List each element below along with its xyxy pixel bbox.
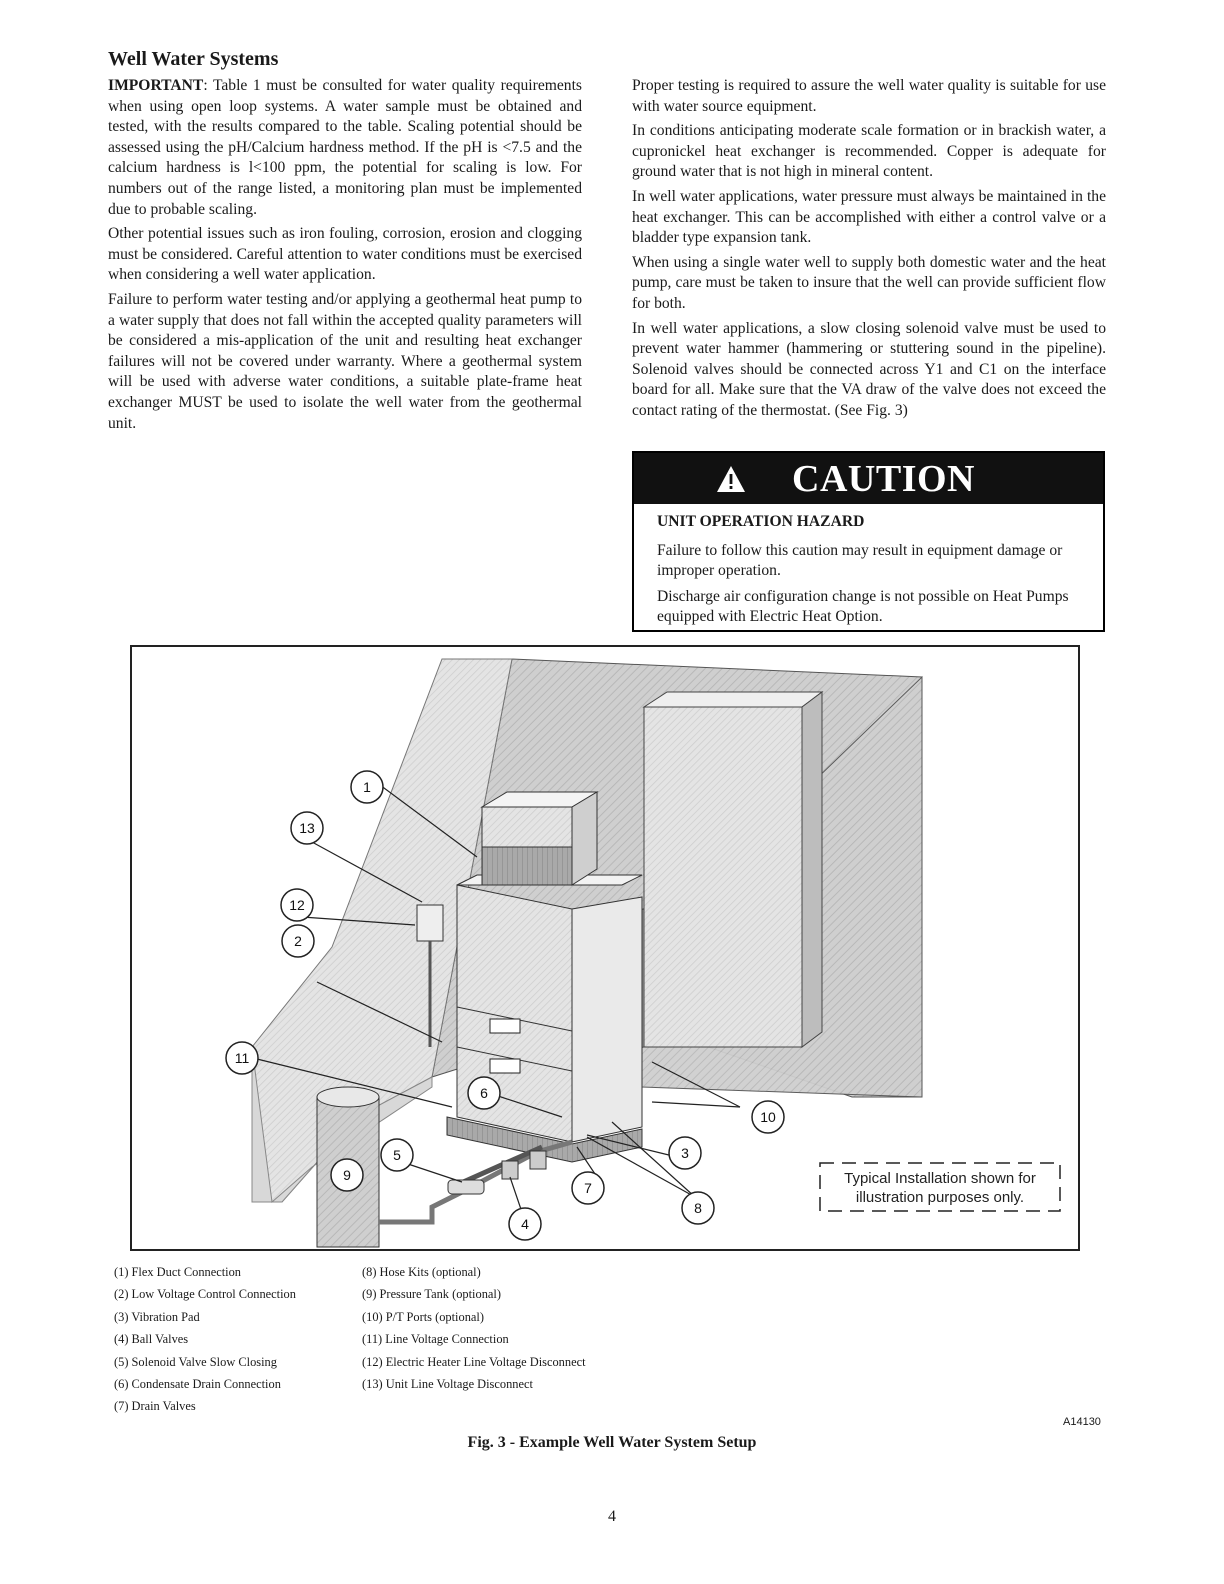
- ball-valve: [502, 1161, 518, 1179]
- figure-caption: Fig. 3 - Example Well Water System Setup: [467, 1434, 757, 1451]
- figure-id: A14130: [1063, 1416, 1101, 1428]
- legend-item: (13) Unit Line Voltage Disconnect: [362, 1377, 533, 1392]
- important-label: IMPORTANT: [108, 77, 204, 94]
- callout-3-label: 3: [681, 1145, 689, 1161]
- solenoid-paragraph: In well water applications, a slow closing solenoid valve must be used to prevent water hammer (hammering or stuttering sound in the pipeline). Solenoid valves should be connected across Y1 and C1 on the interface board for all. Make sure that the VA draw of the valve does not exceed the contact rating of the thermostat. (See Fig. 3): [632, 319, 1106, 419]
- callout-9-label: 9: [343, 1167, 351, 1183]
- callout-4-label: 4: [521, 1216, 529, 1232]
- callout-7-label: 7: [584, 1180, 592, 1196]
- note-line-2: illustration purposes only.: [855, 1189, 1025, 1206]
- callout-5-label: 5: [393, 1147, 401, 1163]
- callout-12-label: 12: [289, 897, 305, 913]
- legend-item: (5) Solenoid Valve Slow Closing: [114, 1354, 277, 1369]
- left-column: [108, 76, 582, 438]
- duct-top: [644, 692, 822, 707]
- vertical-duct: [644, 707, 802, 1047]
- duct-side: [802, 692, 822, 1047]
- caution-box: [632, 451, 1105, 632]
- legend-item: (10) P/T Ports (optional): [362, 1309, 484, 1324]
- access-handle: [490, 1019, 520, 1033]
- callout-13-label: 13: [299, 820, 315, 836]
- right-column: [632, 76, 1106, 426]
- single-well-paragraph: When using a single water well to supply both domestic water and the heat pump, care must be taken to insure that the well can provide sufficient flow for both.: [632, 253, 1106, 312]
- important-text: : Table 1 must be consulted for water quality requirements when using open loop systems. A water sample must be obtained and tested, with the results compared to the table. Scaling potential should be assessed using the pH/Calcium hardness method. If the pH is <7.5 and the calcium hardness is l<100 ppm, the potential for scaling is low. For numbers out of the range listed, a monitoring plan must be implemented due to probable scaling.: [108, 77, 582, 218]
- scale-paragraph: In conditions anticipating moderate scale formation or in brackish water, a cupronickel heat exchanger is recommended. Copper is adequate for ground water that is not high in mineral content.: [632, 122, 1106, 181]
- section-heading: Well Water Systems: [108, 48, 279, 70]
- legend-item: (7) Drain Valves: [114, 1399, 196, 1414]
- testing-paragraph: Proper testing is required to assure the well water quality is suitable for use with water source equipment.: [632, 77, 1106, 115]
- callout-8-label: 8: [694, 1200, 702, 1216]
- callout-6-label: 6: [480, 1085, 488, 1101]
- installation-figure: [130, 645, 1080, 1251]
- legend-item: (2) Low Voltage Control Connection: [114, 1287, 296, 1302]
- legend-column-1: [114, 1261, 296, 1418]
- legend-item: (4) Ball Valves: [114, 1332, 189, 1347]
- access-handle: [490, 1059, 520, 1073]
- callout-1-label: 1: [363, 779, 371, 795]
- pressure-paragraph: In well water applications, water pressure must always be maintained in the heat exchanger. This can be accomplished with either a control valve or a bladder type expansion tank.: [632, 187, 1106, 247]
- callout-10-label: 10: [760, 1109, 776, 1125]
- caution-text-1: Failure to follow this caution may result in equipment damage or improper operation.: [657, 541, 1063, 580]
- legend-item: (9) Pressure Tank (optional): [362, 1287, 501, 1302]
- callout-2-label: 2: [294, 933, 302, 949]
- installation-illustration: [132, 647, 1078, 1249]
- other-issues-paragraph: Other potential issues such as iron fouling, corrosion, erosion and clogging must be considered. Careful attention to water conditions must be exercised when considering a well water application.: [108, 225, 582, 284]
- warranty-paragraph: Failure to perform water testing and/or applying a geothermal heat pump to a water supply that does not fall within the accepted quality parameters will be considered a mis-application of the unit and resulting heat exchanger failures will not be covered under warranty. Where a geothermal system will be used with adverse water conditions, a suitable plate-frame heat exchanger MUST be used to isolate the well water from the geothermal unit.: [108, 290, 582, 432]
- legend-item: (12) Electric Heater Line Voltage Disconnect: [362, 1354, 586, 1369]
- disconnect-box: [417, 905, 443, 941]
- note-line-1: Typical Installation shown for: [844, 1170, 1036, 1187]
- solenoid-valve: [448, 1180, 484, 1194]
- callout-11-label: 11: [234, 1050, 250, 1066]
- top-box: [482, 807, 572, 847]
- top-box-side: [572, 792, 597, 885]
- legend-item: (6) Condensate Drain Connection: [114, 1377, 281, 1392]
- flex-duct: [482, 847, 572, 885]
- legend-item: (11) Line Voltage Connection: [362, 1332, 509, 1347]
- legend-item: (8) Hose Kits (optional): [362, 1265, 481, 1279]
- caution-text-2: Discharge air configuration change is not possible on Heat Pumps equipped with Electric Heat Option.: [657, 587, 1069, 626]
- important-paragraph: [108, 76, 582, 220]
- caution-hazard: UNIT OPERATION HAZARD: [657, 513, 865, 530]
- page-number: 4: [608, 1508, 616, 1525]
- unit-side: [572, 897, 642, 1142]
- legend-column-2: [362, 1261, 586, 1395]
- legend-item: (3) Vibration Pad: [114, 1309, 200, 1324]
- ball-valve: [530, 1151, 546, 1169]
- caution-title: CAUTION: [792, 457, 975, 500]
- legend-item: (1) Flex Duct Connection: [114, 1265, 241, 1279]
- warning-triangle-icon: [716, 465, 746, 493]
- caution-header: [634, 453, 1103, 504]
